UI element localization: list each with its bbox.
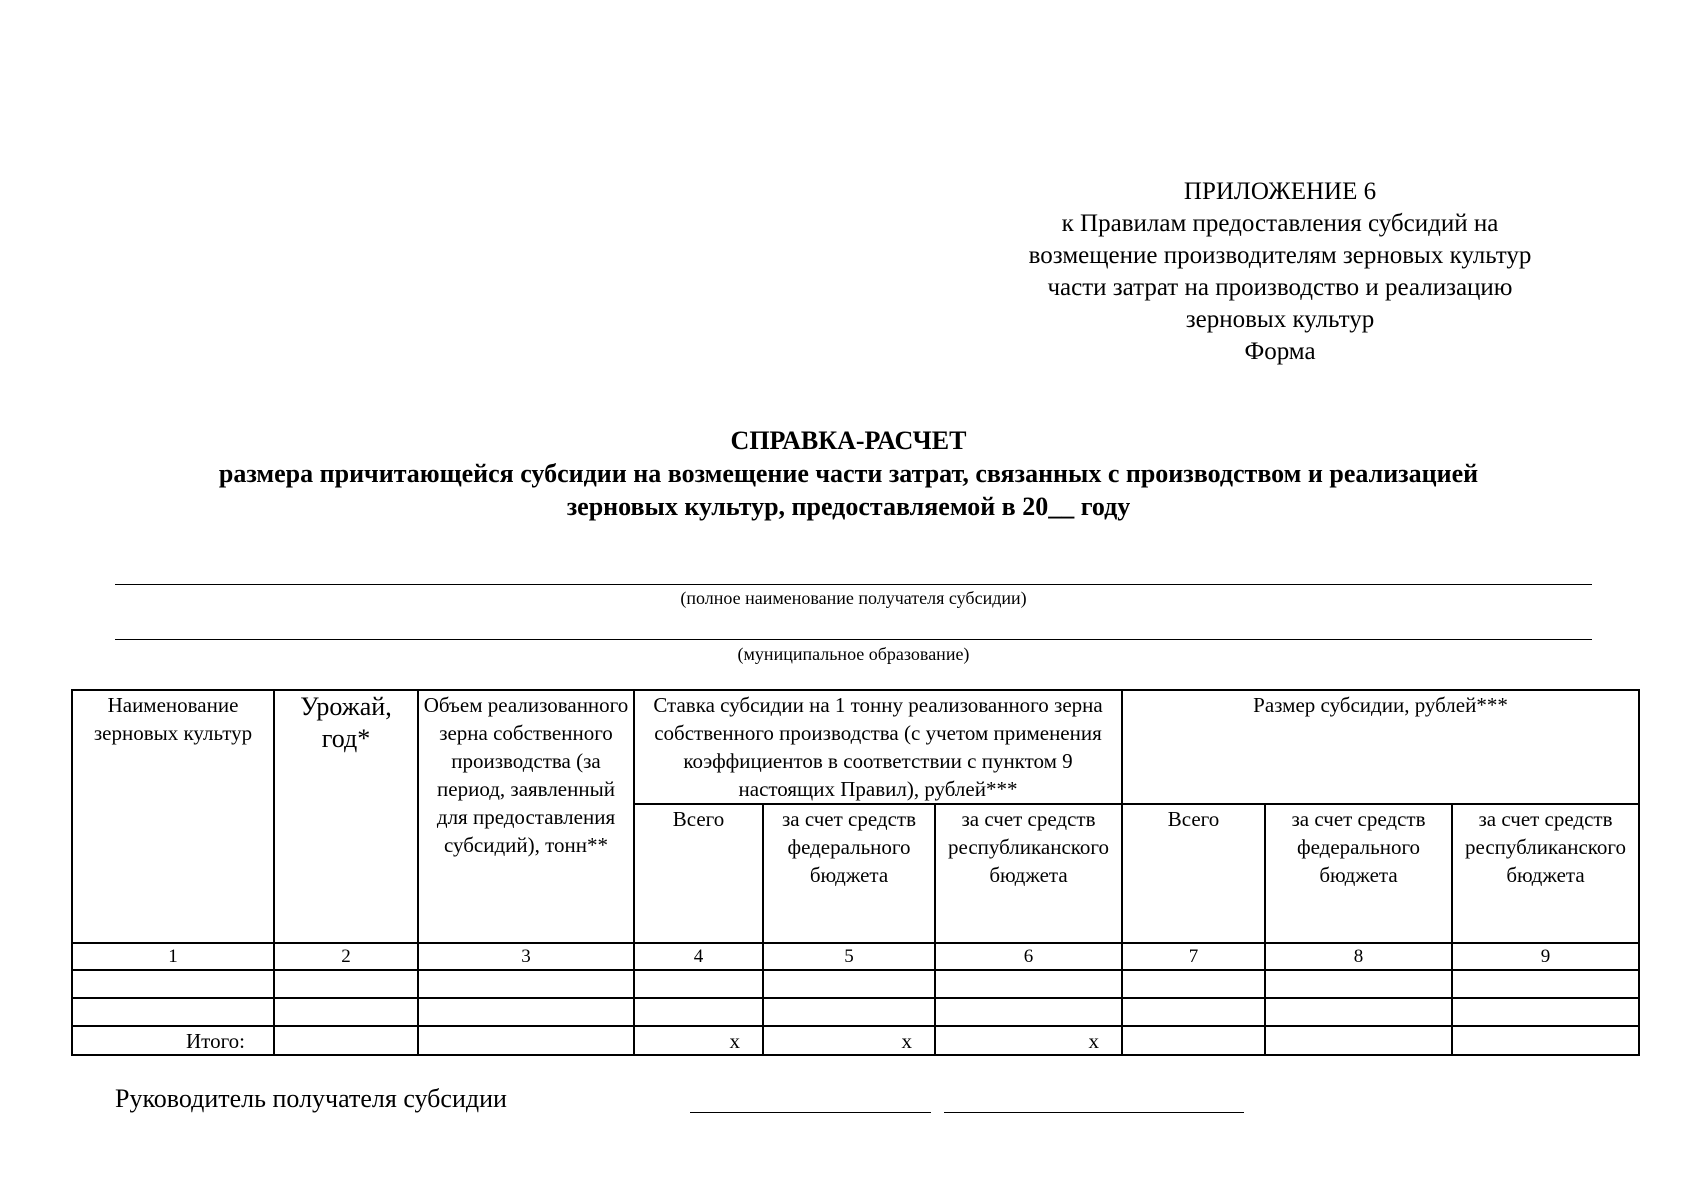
table-cell[interactable] (1265, 970, 1452, 998)
municipality-caption: (муниципальное образование) (737, 644, 970, 664)
table-cell[interactable] (418, 970, 634, 998)
table-cell[interactable] (72, 998, 274, 1026)
subsidy-calculation-table (71, 689, 1640, 1056)
header-crop-name: Наименование зерновых культур (72, 690, 274, 943)
table-cell[interactable] (274, 970, 418, 998)
appendix-line: части затрат на производство и реализацию (1047, 274, 1513, 301)
table-cell[interactable] (1122, 970, 1265, 998)
table-cell[interactable] (1452, 970, 1639, 998)
table-cell[interactable] (935, 998, 1122, 1026)
header-volume: Объем реализованного зерна собственного производства (за период, заявленный для предоставления субсидий), тонн** (418, 690, 634, 943)
table-row (72, 998, 1639, 1026)
total-row (72, 1026, 1639, 1055)
header-rate-group: Ставка субсидии на 1 тонну реализованного зерна собственного производства (с учетом применения коэффициентов в соответствии с пунктом 9 настоящих Правил), рублей*** (634, 690, 1122, 804)
header-rate-total: Всего (634, 804, 763, 943)
signature-line[interactable] (690, 1112, 931, 1113)
form-label: Форма (1244, 338, 1316, 365)
table-cell[interactable] (274, 998, 418, 1026)
table-cell[interactable] (1265, 998, 1452, 1026)
table-cell[interactable] (418, 1026, 634, 1055)
header-rate-federal: за счет средств федерального бюджета (763, 804, 935, 943)
title-subtitle-line-2: зерновых культур, предоставляемой в 20__ году (566, 492, 1131, 521)
total-label: Итого: (72, 1026, 274, 1055)
x-mark: х (634, 1026, 763, 1055)
table-cell[interactable] (1265, 1026, 1452, 1055)
header-amount-republic: за счет средств республиканского бюджета (1452, 804, 1639, 943)
header-row-1 (72, 690, 1639, 804)
recipient-name-caption: (полное наименование получателя субсидии) (680, 588, 1027, 608)
table-cell[interactable] (1452, 998, 1639, 1026)
header-amount-federal: за счет средств федерального бюджета (1265, 804, 1452, 943)
column-number-row (72, 943, 1639, 970)
column-number: 1 (72, 943, 274, 970)
table-cell[interactable] (418, 998, 634, 1026)
column-number: 6 (935, 943, 1122, 970)
column-number: 8 (1265, 943, 1452, 970)
signature-name-line[interactable] (944, 1112, 1244, 1113)
signature-label: Руководитель получателя субсидии (115, 1084, 507, 1113)
document-title (0, 424, 1697, 523)
table-cell[interactable] (763, 970, 935, 998)
recipient-name-line[interactable] (115, 584, 1592, 585)
header-amount-total: Всего (1122, 804, 1265, 943)
appendix-header (1000, 176, 1560, 368)
table-cell[interactable] (274, 1026, 418, 1055)
table-cell[interactable] (72, 970, 274, 998)
appendix-line: к Правилам предоставления субсидий на (1061, 210, 1499, 237)
column-number: 9 (1452, 943, 1639, 970)
table-cell[interactable] (634, 998, 763, 1026)
header-rate-republic: за счет средств республиканского бюджета (935, 804, 1122, 943)
title-subtitle-line-1: размера причитающейся субсидии на возмещение части затрат, связанных с производством и реализацией (218, 459, 1479, 488)
column-number: 3 (418, 943, 634, 970)
appendix-number: ПРИЛОЖЕНИЕ 6 (1183, 178, 1377, 205)
column-number: 5 (763, 943, 935, 970)
table-row (72, 970, 1639, 998)
column-number: 7 (1122, 943, 1265, 970)
column-number: 2 (274, 943, 418, 970)
table-cell[interactable] (1122, 998, 1265, 1026)
table-cell[interactable] (935, 970, 1122, 998)
table-cell[interactable] (1452, 1026, 1639, 1055)
appendix-line: возмещение производителям зерновых культур (1028, 242, 1532, 269)
table-cell[interactable] (634, 970, 763, 998)
municipality-line[interactable] (115, 639, 1592, 640)
header-yield: Урожай, год* (274, 690, 418, 943)
title-heading: СПРАВКА-РАСЧЕТ (730, 426, 967, 455)
column-number: 4 (634, 943, 763, 970)
table-cell[interactable] (763, 998, 935, 1026)
x-mark: х (763, 1026, 935, 1055)
table-cell[interactable] (1122, 1026, 1265, 1055)
appendix-line: зерновых культур (1185, 306, 1375, 333)
header-amount-group: Размер субсидии, рублей*** (1122, 690, 1639, 804)
x-mark: х (935, 1026, 1122, 1055)
